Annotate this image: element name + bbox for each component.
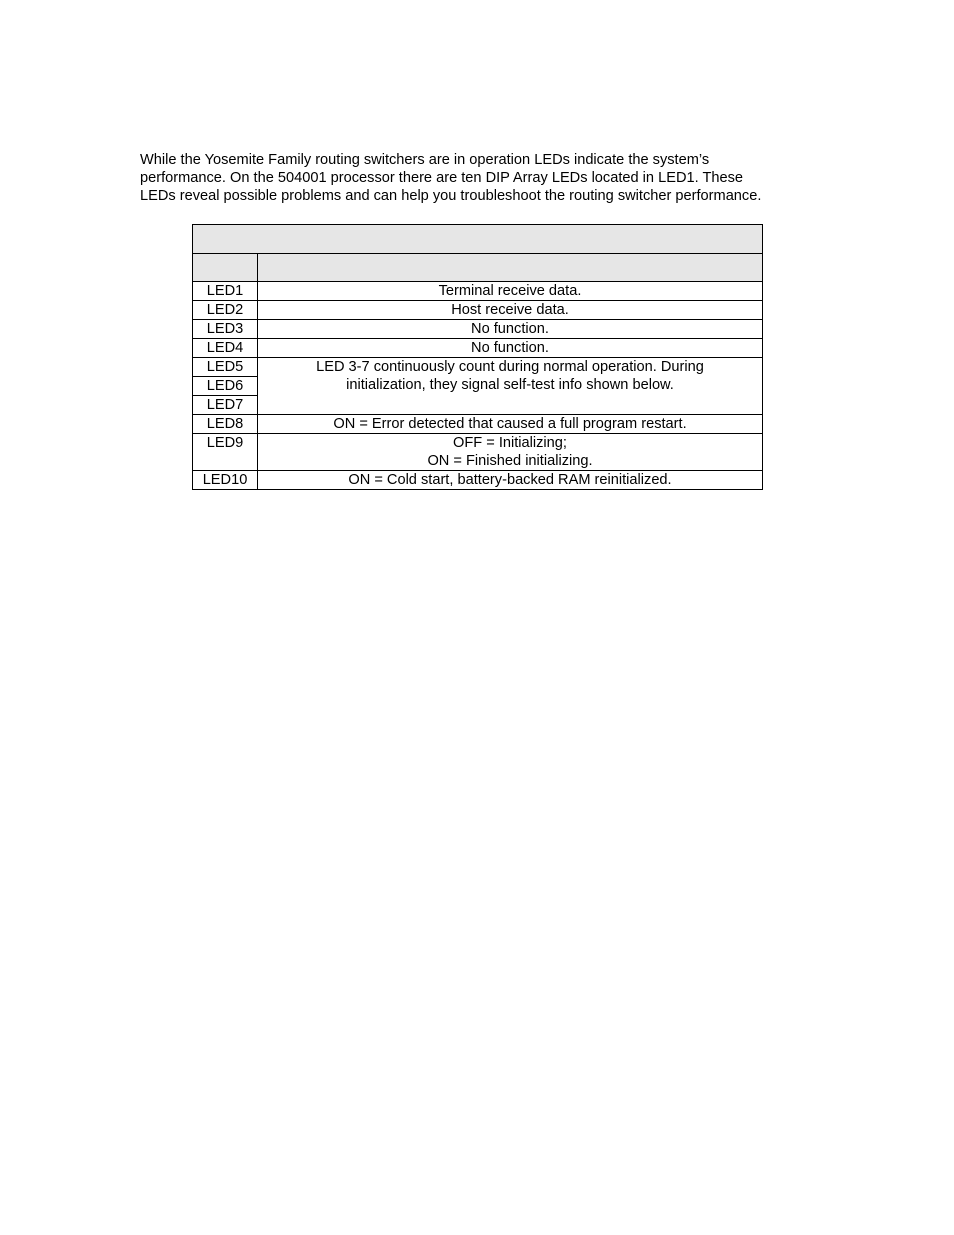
table-row <box>193 320 763 339</box>
led-name: LED9 <box>193 434 258 471</box>
led-description: LED 3-7 continuously count during normal operation. During initialization, they signal self-test info shown below. <box>258 358 763 415</box>
header-led-column <box>193 254 258 282</box>
table-row <box>193 301 763 320</box>
table-row <box>193 358 763 377</box>
led-status-table <box>192 224 763 490</box>
led-name: LED7 <box>193 396 258 415</box>
led-description: No function. <box>258 320 763 339</box>
led-name: LED10 <box>193 471 258 490</box>
led-name: LED6 <box>193 377 258 396</box>
table-row <box>193 282 763 301</box>
intro-line: performance. On the 504001 processor there are ten DIP Array LEDs located in LED1. These <box>140 170 744 186</box>
intro-line: While the Yosemite Family routing switchers are in operation LEDs indicate the system’s <box>140 152 710 168</box>
led-description-line: OFF = Initializing; <box>453 435 567 451</box>
led-name: LED2 <box>193 301 258 320</box>
led-description: ON = Cold start, battery-backed RAM reinitialized. <box>258 471 763 490</box>
table-row <box>193 434 763 471</box>
led-description: Host receive data. <box>258 301 763 320</box>
table-row <box>193 415 763 434</box>
led-name: LED3 <box>193 320 258 339</box>
intro-line: LEDs reveal possible problems and can help you troubleshoot the routing switcher performance. <box>140 188 762 204</box>
table-row <box>193 471 763 490</box>
led-description: No function. <box>258 339 763 358</box>
table-title-row <box>193 225 763 254</box>
led-name: LED5 <box>193 358 258 377</box>
led-name: LED4 <box>193 339 258 358</box>
table-row <box>193 339 763 358</box>
table-header-row <box>193 254 763 282</box>
led-description: Terminal receive data. <box>258 282 763 301</box>
led-description: ON = Error detected that caused a full program restart. <box>258 415 763 434</box>
table-title <box>193 225 763 254</box>
led-description <box>258 434 763 471</box>
header-description-column <box>258 254 763 282</box>
led-description-line: ON = Finished initializing. <box>427 453 593 469</box>
led-name: LED8 <box>193 415 258 434</box>
intro-paragraph <box>140 151 820 205</box>
led-name: LED1 <box>193 282 258 301</box>
